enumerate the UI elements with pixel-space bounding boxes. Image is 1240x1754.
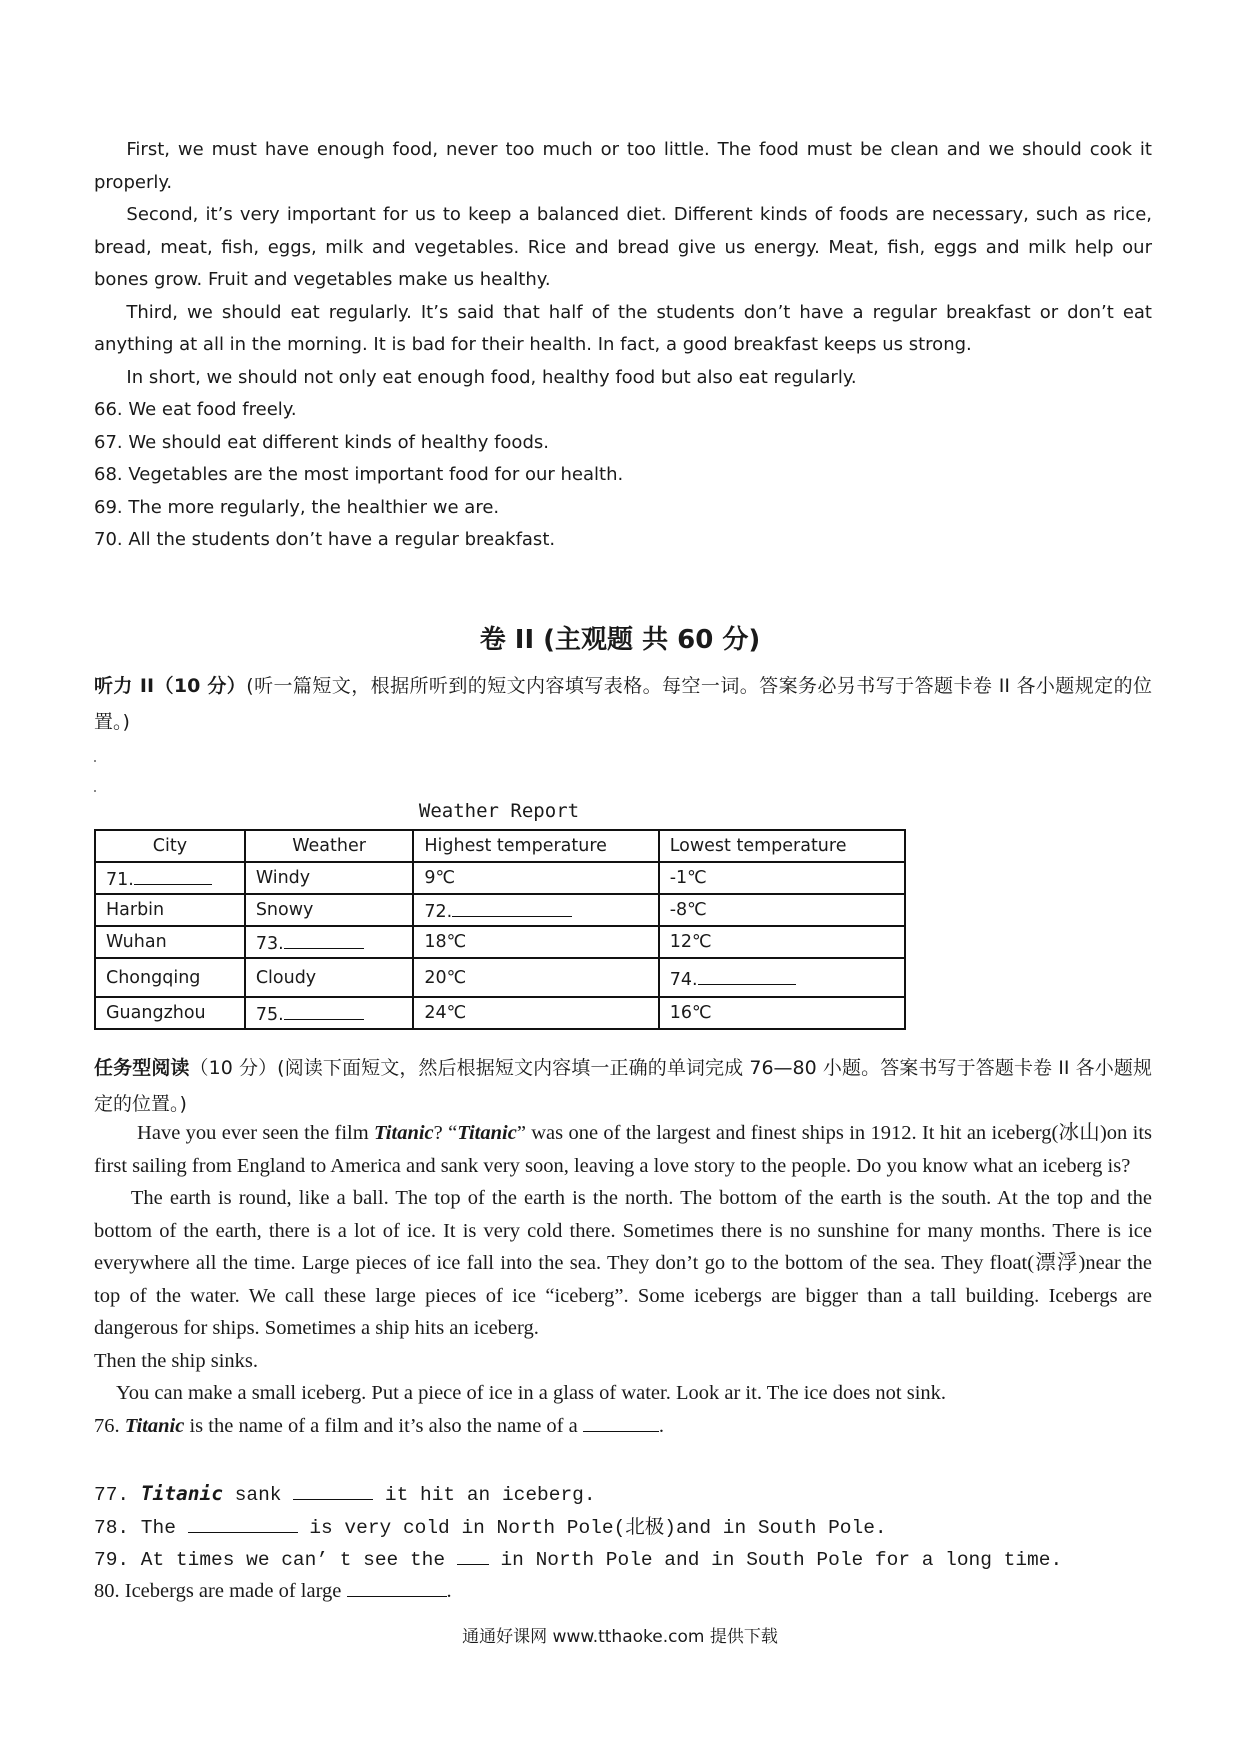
passage-paragraph: In short, we should not only eat enough food, healthy food but also eat regularly. bbox=[126, 366, 857, 388]
table-cell: 75. bbox=[245, 997, 414, 1029]
table-cell: Snowy bbox=[245, 894, 414, 926]
table-cell: 12℃ bbox=[659, 926, 905, 958]
question-77: 77. Titanic sank it hit an iceberg. bbox=[94, 1482, 596, 1506]
part-two-heading: 卷 II (主观题 共 60 分) bbox=[479, 625, 761, 655]
table-cell: 74. bbox=[659, 958, 905, 997]
passage-paragraph: You can make a small iceberg. Put a piece of ice in a glass of water. Look ar it. The ice does not sink. bbox=[116, 1382, 947, 1404]
table-row bbox=[95, 926, 905, 958]
answer-blank-77[interactable] bbox=[293, 1481, 373, 1500]
passage-paragraph: Third, we should eat regularly. It’s said that half of the students don’t have a regular breakfast or don’t eat anything at all in the morning. It is bad for their health. In fact, a good breakfast keeps us strong. bbox=[94, 301, 1152, 355]
table-row bbox=[95, 997, 905, 1029]
question-80-block bbox=[94, 1575, 1152, 1608]
table-cell: 20℃ bbox=[413, 958, 658, 997]
question-78: 78. The is very cold in North Pole(北极)and in South Pole. bbox=[94, 1512, 1152, 1545]
statement-69: 69. The more regularly, the healthier we are. bbox=[94, 496, 500, 518]
answer-blank-71[interactable] bbox=[134, 866, 212, 885]
table-row bbox=[95, 958, 905, 997]
answer-blank-74[interactable] bbox=[698, 966, 796, 985]
passage-paragraph: First, we must have enough food, never too much or too little. The food must be clean and we should cook it properly. bbox=[94, 139, 1152, 193]
answer-blank-79[interactable] bbox=[457, 1546, 489, 1565]
table-cell: 18℃ bbox=[413, 926, 658, 958]
passage-iceberg bbox=[94, 1117, 1152, 1442]
titanic-title: Titanic bbox=[374, 1122, 434, 1144]
divider-dot bbox=[94, 790, 96, 792]
statement-66: 66. We eat food freely. bbox=[94, 399, 297, 420]
answer-blank-73[interactable] bbox=[284, 930, 364, 949]
statement-68: 68. Vegetables are the most important food for our health. bbox=[94, 464, 624, 485]
listening-title: 听力 II（10 分） bbox=[94, 675, 247, 697]
table-cell: 71. bbox=[95, 862, 245, 894]
answer-blank-80[interactable] bbox=[347, 1578, 447, 1597]
passage-paragraph: The earth is round, like a ball. The top of the earth is the north. The bottom of the earth is the south. At the top and the bottom of the earth, there is a lot of ice. It is very cold there. Sometimes there is no sunshine for many months. There is ice everywhere all the time. Large pieces of ice fall into the sea. They don’t go to the bottom of the sea. They float(漂浮)near the top of the water. We call these large pieces of ice “iceberg”. Some icebergs are bigger than a tall building. Icebergs are dangerous for ships. Sometimes a ship hits an iceberg. bbox=[94, 1187, 1152, 1339]
answer-blank-78[interactable] bbox=[188, 1514, 298, 1533]
listening-section bbox=[94, 668, 1152, 740]
table-caption: Weather Report bbox=[418, 800, 580, 822]
passage-healthy-eating bbox=[94, 134, 1152, 557]
passage-paragraph: Second, it’s very important for us to keep a balanced diet. Different kinds of foods are necessary, such as rice, bread, meat, fish, eggs, milk and vegetables. Rice and bread give us energy. Meat, fish, eggs and milk help our bones grow. Fruit and vegetables make us healthy. bbox=[94, 204, 1152, 290]
passage-paragraph: Have you ever seen the film Titanic? “Titanic” was one of the largest and finest ships in 1912. It hit an iceberg(冰山)on its first sailing from England to America and sank very soon, leaving a love story to the people. Do you know what an iceberg is? bbox=[94, 1122, 1152, 1177]
question-79: 79. At times we can’ t see the in North Pole and in South Pole for a long time. bbox=[94, 1544, 1152, 1577]
table-row bbox=[95, 862, 905, 894]
question-76: 76. Titanic is the name of a film and it’s also the name of a . bbox=[94, 1414, 664, 1437]
column-header-lowest: Lowest temperature bbox=[659, 830, 905, 862]
questions-mono bbox=[94, 1478, 1152, 1577]
titanic-title: Titanic bbox=[457, 1122, 517, 1144]
table-cell: 9℃ bbox=[413, 862, 658, 894]
table-cell: 16℃ bbox=[659, 997, 905, 1029]
table-cell: Harbin bbox=[95, 894, 245, 926]
table-header-row bbox=[95, 830, 905, 862]
table-cell: Wuhan bbox=[95, 926, 245, 958]
answer-blank-76[interactable] bbox=[583, 1413, 659, 1432]
table-cell: Cloudy bbox=[245, 958, 414, 997]
answer-blank-75[interactable] bbox=[284, 1001, 364, 1020]
listening-instructions bbox=[94, 668, 1152, 740]
column-header-city: City bbox=[95, 830, 245, 862]
table-cell: 73. bbox=[245, 926, 414, 958]
table-cell: 24℃ bbox=[413, 997, 658, 1029]
page-footer: 通通好课网 www.tthaoke.com 提供下载 bbox=[462, 1627, 778, 1647]
task-reading-instructions-text: （10 分）(阅读下面短文，然后根据短文内容填一正确的单词完成 76—80 小题。答案书写于答题卡卷 II 各小题规定的位置。) bbox=[94, 1057, 1152, 1115]
column-header-highest: Highest temperature bbox=[413, 830, 658, 862]
statement-67: 67. We should eat different kinds of healthy foods. bbox=[94, 431, 549, 453]
divider-dot bbox=[94, 760, 96, 762]
table-cell: Windy bbox=[245, 862, 414, 894]
table-cell: Guangzhou bbox=[95, 997, 245, 1029]
passage-line: Then the ship sinks. bbox=[94, 1349, 258, 1372]
task-reading-instructions bbox=[94, 1050, 1152, 1122]
table-row bbox=[95, 894, 905, 926]
column-header-weather: Weather bbox=[245, 830, 414, 862]
answer-blank-72[interactable] bbox=[452, 898, 572, 917]
table-cell: 72. bbox=[413, 894, 658, 926]
weather-report-table bbox=[94, 829, 906, 1030]
table-cell: -8℃ bbox=[659, 894, 905, 926]
question-80: 80. Icebergs are made of large . bbox=[94, 1580, 452, 1602]
listening-instructions-text: (听一篇短文，根据所听到的短文内容填写表格。每空一词。答案务必另书写于答题卡卷 II 各小题规定的位置。) bbox=[94, 675, 1153, 733]
task-reading-section bbox=[94, 1050, 1152, 1122]
table-cell: -1℃ bbox=[659, 862, 905, 894]
statement-70: 70. All the students don’t have a regular breakfast. bbox=[94, 529, 556, 550]
task-reading-title: 任务型阅读 bbox=[94, 1057, 190, 1079]
table-cell: Chongqing bbox=[95, 958, 245, 997]
